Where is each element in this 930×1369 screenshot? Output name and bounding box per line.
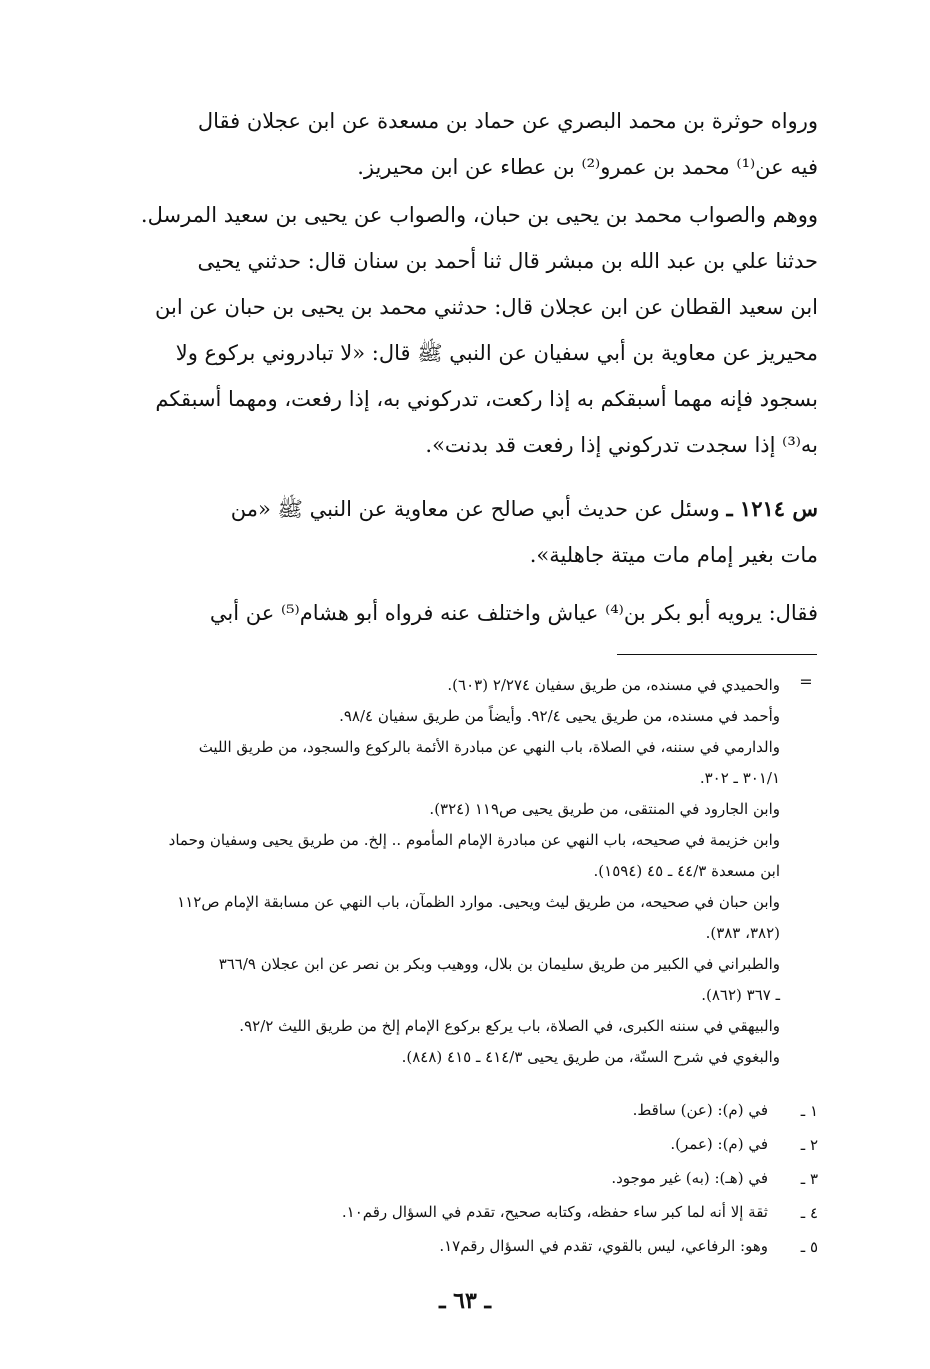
page-number: ـ ٦٣ ـ <box>439 1288 491 1314</box>
footnote-1 <box>100 1095 768 1126</box>
footnote-number: ٥ ـ <box>800 1238 818 1256</box>
footnote-line: (٣٨٢، ٣٨٣). <box>705 924 780 942</box>
text-line: بسجود فإنه مهما أسبقكم به إذا ركعت، تدركوني به، إذا رفعت، ومهما أسبقكم <box>155 387 818 411</box>
question-text: وسئل عن حديث أبي صالح عن معاوية عن النبي ﷺ «من <box>230 497 720 521</box>
footnote-number: ١ ـ <box>800 1102 818 1120</box>
text-line: ابن سعيد القطان عن ابن عجلان قال: حدثني محمد بن يحيى بن حبان عن ابن <box>155 295 818 319</box>
footnote-text: في (م): (عمر). <box>670 1135 768 1153</box>
footnote-line: ـ ٣٦٧ (٨٦٢). <box>701 986 780 1004</box>
footnote-2 <box>100 1129 768 1160</box>
footnote-line: ابن مسعدة ٤٤/٣ ـ ٤٥ (١٥٩٤). <box>593 862 780 880</box>
footnote-line: والبيهقي في سننه الكبرى، في الصلاة، باب يركع بركوع الإمام إلخ من طريق الليث ٩٢/٢. <box>239 1017 780 1035</box>
text-line: به⁽³⁾ إذا سجدت تدركوني إذا رفعت قد بدنت». <box>425 433 818 457</box>
footnote-line: وابن الجارود في المنتقى، من طريق يحيى ص١١٩ (٣٢٤). <box>429 800 780 818</box>
question-paragraph <box>100 486 818 578</box>
footnote-text: ثقة إلا أنه لما كبر ساء حفظه، وكتابه صحيح، تقدم في السؤال رقم١٠. <box>341 1203 768 1221</box>
footnote-text: في (م): (عن) ساقط. <box>632 1101 768 1119</box>
text-line: مات بغير إمام مات ميتة جاهلية». <box>529 543 818 567</box>
footnote-line: والطبراني في الكبير من طريق سليمان بن بلال، ووهيب وبكر بن نصر عن ابن عجلان ٣٦٦/٩ <box>218 955 780 973</box>
footnote-line: وابن خزيمة في صحيحه، باب النهي عن مبادرة الإمام المأموم .. إلخ. من طريق يحيى وسفيان وحماد <box>168 831 780 849</box>
text-line <box>100 486 818 532</box>
footnote-continued <box>100 670 818 1073</box>
text-line: ووهم والصواب محمد بن يحيى بن حبان، والصواب عن يحيى بن سعيد المرسل. <box>140 203 818 227</box>
paragraph-5 <box>100 590 818 636</box>
question-number: س ١٢١٤ ـ <box>726 496 818 521</box>
footnote-text: وهو: الرفاعي، ليس بالقوي، تقدم في السؤال رقم١٧. <box>439 1237 768 1255</box>
footnote-number: ٢ ـ <box>800 1136 818 1154</box>
text-line: فقال: يرويه أبو بكر بن⁽⁴⁾ عياش واختلف عنه فرواه أبو هشام⁽⁵⁾ عن أبي <box>209 601 818 625</box>
continuation-mark: = <box>799 672 813 691</box>
footnote-line: والدارمي في سننه، في الصلاة، باب النهي عن مبادرة الأئمة بالركوع والسجود، من طريق الليث <box>198 738 780 756</box>
footnote-divider <box>617 654 817 655</box>
text-line: ورواه حوثرة بن محمد البصري عن حماد بن مسعدة عن ابن عجلان فقال <box>197 109 818 133</box>
paragraph-2 <box>100 192 818 238</box>
paragraph-1 <box>100 98 818 190</box>
footnote-line: ٣٠١/١ ـ ٣٠٢. <box>699 769 780 787</box>
paragraph-3 <box>100 238 818 468</box>
footnote-line: وأحمد في مسنده، من طريق يحيى ٩٢/٤. وأيضاً من طريق سفيان ٩٨/٤. <box>339 707 780 725</box>
footnote-text: في (هـ): (به) غير موجود. <box>611 1169 768 1187</box>
footnote-line: والبغوي في شرح السنّة، من طريق يحيى ٤١٤/٣ ـ ٤١٥ (٨٤٨). <box>401 1048 780 1066</box>
text-line: محيريز عن معاوية بن أبي سفيان عن النبي ﷺ قال: «لا تبادروني بركوع ولا <box>175 341 818 365</box>
text-line: فيه عن⁽¹⁾ محمد بن عمرو⁽²⁾ بن عطاء عن ابن محيريز. <box>357 155 818 179</box>
footnote-line: والحميدي في مسنده، من طريق سفيان ٢/٢٧٤ (٦٠٣). <box>447 676 780 694</box>
footnote-line: وابن حبان في صحيحه، من طريق ليث ويحيى. موارد الظمآن، باب النهي عن مسابقة الإمام ص١١٢ <box>177 893 780 911</box>
footnote-number: ٣ ـ <box>800 1170 818 1188</box>
footnote-number: ٤ ـ <box>800 1204 818 1222</box>
footnote-4 <box>100 1197 768 1228</box>
text-line: حدثنا علي بن عبد الله بن مبشر قال ثنا أحمد بن سنان قال: حدثني يحيى <box>197 249 818 273</box>
footnote-5 <box>100 1231 768 1262</box>
footnote-3 <box>100 1163 768 1194</box>
